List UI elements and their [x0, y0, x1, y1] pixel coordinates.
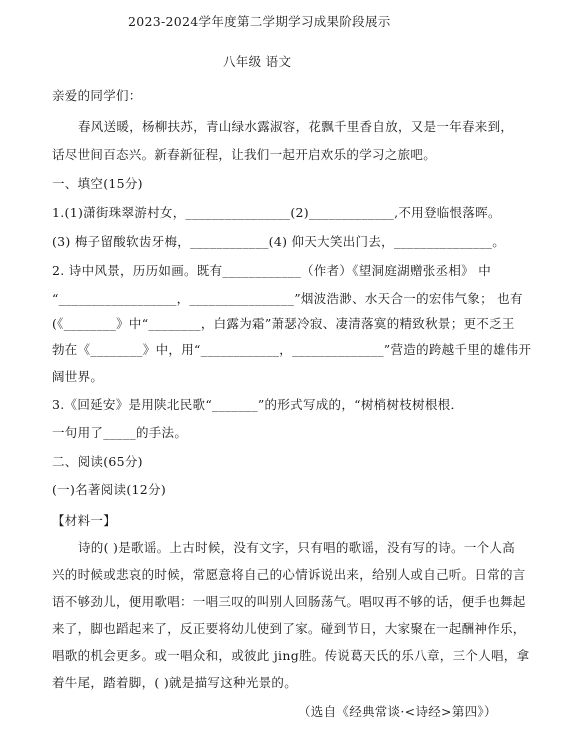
- question-3-line: 一句用了_____的手法。: [52, 425, 188, 440]
- subsection-heading: (一)名著阅读(12分): [52, 482, 167, 497]
- material-body-line: 唱歌的机会更多。或一唱众和，或彼此 jing胜。传说葛天氏的乐八章，三个人唱，拿: [52, 648, 530, 663]
- question-2-line: 2. 诗中风景，历历如画。既有____________（作者）《望洞庭湖赠张丞相》 中: [52, 263, 492, 278]
- material-body-line: 来了，脚也蹈起来了，反正要将幼儿使到了家。碰到节日，大家聚在一起酬神作乐，: [52, 621, 526, 636]
- greeting-text: 亲爱的同学们：: [52, 88, 142, 103]
- question-2-line: (《________》中“________，白露为霜”萧瑟冷寂、凄清落寞的精致秋景；更不乏王: [52, 316, 515, 331]
- material-body-line: 兴的时候或悲哀的时候，常愿意将自己的心情诉说出来，给别人或自己听。日常的言: [52, 567, 526, 582]
- material-body-line: 诗的( )是歌谣。上古时候，没有文字，只有唱的歌谣，没有写的诗。一个人高: [78, 540, 516, 555]
- section-heading-reading: 二、阅读(65分): [52, 454, 143, 469]
- question-1-line: (3) 梅子留酸软齿牙梅，____________(4) 仰天大笑出门去，_______________。: [52, 234, 506, 249]
- intro-paragraph-line: 春风送暖，杨柳扶苏，青山绿水露淑容，花飘千里香自放，又是一年春来到，: [78, 119, 514, 134]
- intro-paragraph-line: 话尽世间百态兴。新春新征程，让我们一起开启欢乐的学习之旅吧。: [52, 147, 437, 162]
- material-heading: 【材料一】: [52, 513, 117, 528]
- material-body-line: 着牛尾，踏着脚，( )就是描写这种光景的。: [52, 675, 298, 690]
- material-body-line: 语不够劲儿，便用歌唱：一唱三叹的叫别人回肠荡气。唱叹再不够的话，便手也舞起: [52, 594, 526, 609]
- page-title: 2023-2024学年度第二学期学习成果阶段展示: [128, 14, 391, 29]
- page-subtitle: 八年级 语文: [223, 54, 292, 69]
- section-heading-fill-blank: 一、填空(15分): [52, 176, 143, 191]
- question-1-line: 1.(1)潇街珠翠游村女，________________(2)_____________,不用登临恨落晖。: [52, 205, 501, 220]
- source-citation: （选自《经典常谈·<诗经>第四》）: [298, 704, 497, 719]
- question-3-line: 3.《回延安》是用陕北民歌“_______”的形式写成的，“树梢树枝树根根．: [52, 397, 464, 412]
- question-2-line: 阔世界。: [52, 369, 104, 384]
- question-2-line: 勃在《________》中，用“____________，______________”营造的跨越千里的雄伟开: [52, 342, 532, 357]
- question-2-line: “__________________，________________”烟波浩渺、水天合一的宏伟气象； 也有: [52, 291, 523, 306]
